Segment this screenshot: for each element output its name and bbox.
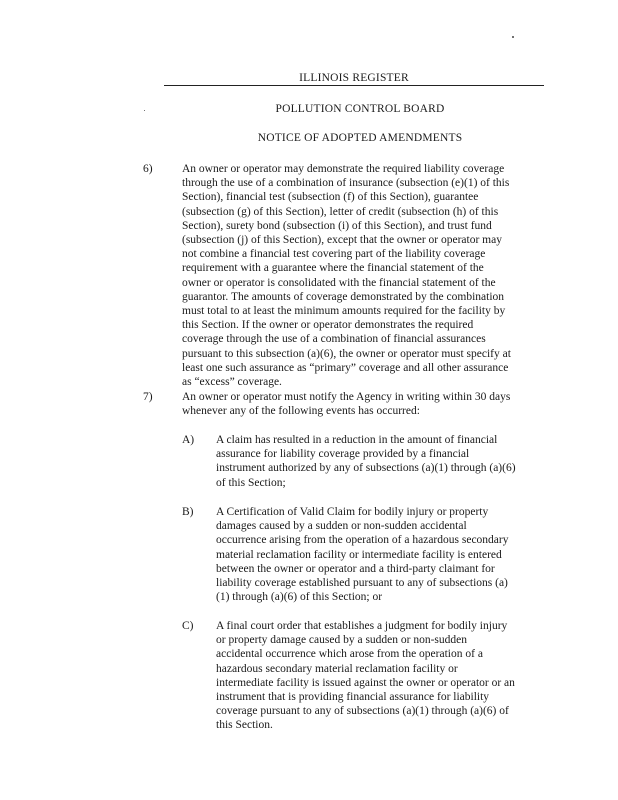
scan-speck (512, 36, 514, 38)
subitem-c-text: A final court order that establishes a judgment for bodily injury or property damage caused by a sudden or non-sudden accidental occurrence which arose from the operation of a hazardous secondary material reclamation facility or intermediate facility is issued against the owner or operator or an instrument that is providing financial assurance for liability coverage pursuant to any of subsections (a)(1) through (a)(6) of this Section. (216, 620, 515, 732)
subitem-b-marker: B) (182, 506, 194, 518)
item-6-marker: 6) (143, 163, 153, 175)
board-title: POLLUTION CONTROL BOARD (275, 103, 445, 115)
header-rule (164, 85, 544, 86)
subitem-a-marker: A) (182, 434, 195, 446)
subitem-a-text: A claim has resulted in a reduction in the amount of financial assurance for liability coverage provided by a financial instrument authorized by any of subsections (a)(1) through (a)(6) of this Section; (216, 434, 516, 489)
subitem-c-marker: C) (182, 620, 194, 632)
scan-speck (144, 110, 145, 111)
item-7-marker: 7) (143, 391, 153, 403)
notice-title: NOTICE OF ADOPTED AMENDMENTS (257, 132, 463, 144)
item-6-text: An owner or operator may demonstrate the required liability coverage through the use of a combination of insurance (subsection (e)(1) of this Section), financial test (subsection (f) of this Section), guarantee (subsection (g) of this Section), letter of credit (subsection (h) of this Section), surety bond (subsection (i) of this Section), and trust fund (subsection (j) of this Section), except that the owner or operator may not combine a financial test covering part of the liability coverage requirement with a guarantee where the financial statement of the owner or operator is consolidated with the financial statement of the guarantor. The amounts of coverage demonstrated by the combination must total to at least the minimum amounts required for the facility by this Section. If the owner or operator demonstrates the required coverage through the use of a combination of financial assurances pursuant to this subsection (a)(6), the owner or operator must specify at least one such assurance as “primary” coverage and all other assurance as “excess” coverage. (182, 163, 511, 389)
subitem-b-text: A Certification of Valid Claim for bodily injury or property damages caused by a sudden or non-sudden accidental occurrence arising from the operation of a hazardous secondary material reclamation facility or intermediate facility is entered between the owner or operator and a third-party claimant for liability coverage established pursuant to any of subsections (a)(1) through (a)(6) of this Section; or (216, 506, 509, 604)
item-7-text: An owner or operator must notify the Agency in writing within 30 days whenever any of the following events has occurred: (182, 391, 511, 418)
register-title: ILLINOIS REGISTER (299, 72, 409, 84)
